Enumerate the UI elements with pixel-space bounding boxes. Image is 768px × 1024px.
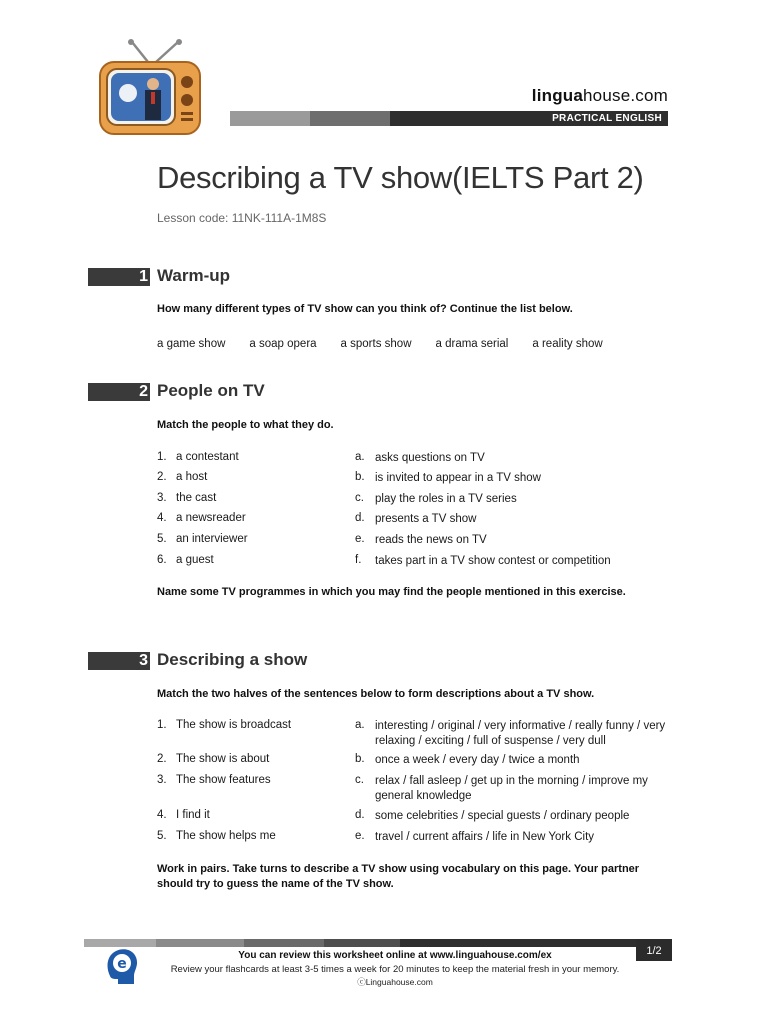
- section-2-instruction: Match the people to what they do.: [157, 419, 334, 431]
- list-item: a drama serial: [435, 338, 509, 350]
- brand-name: linguahouse.com: [531, 86, 668, 105]
- section-3-followup: Work in pairs. Take turns to describe a TV show using vocabulary on this page. Your partner should try to guess the name of the TV show.: [157, 863, 640, 890]
- list-item: a reality show: [532, 338, 603, 350]
- section-2-number: 2: [88, 383, 150, 401]
- section-1-instruction: How many different types of TV show can you think of? Continue the list below.: [157, 303, 573, 315]
- list-item: a game show: [157, 338, 226, 350]
- section-2-title: People on TV: [157, 381, 265, 400]
- svg-text:e: e: [117, 956, 127, 972]
- footer-flashcards-tip: Review your flashcards at least 3-5 times a week for 20 minutes to keep the material fresh in your memory.: [170, 964, 620, 975]
- section-1-title: Warm-up: [157, 266, 231, 285]
- page-title: Describing a TV show(IELTS Part 2): [157, 160, 644, 195]
- tv-show-types-list: [157, 338, 627, 350]
- list-item: a soap opera: [249, 338, 317, 350]
- section-3-title: Describing a show: [157, 650, 308, 669]
- e-learning-head-icon: [104, 946, 140, 986]
- footer-review-online: You can review this worksheet online at www.linguahouse.com/ex: [238, 950, 552, 961]
- page-number: 1/2: [636, 939, 672, 961]
- footer-bar: [84, 939, 672, 947]
- tv-logo-icon: [98, 38, 202, 138]
- tagline: PRACTICAL ENGLISH: [552, 113, 662, 124]
- lesson-code: Lesson code: 11NK-111A-1M8S: [157, 211, 327, 225]
- section-3-instruction: Match the two halves of the sentences below to form descriptions about a TV show.: [157, 688, 595, 700]
- list-item: a sports show: [340, 338, 412, 350]
- section-1-number: 1: [88, 268, 150, 286]
- header-bar: [230, 111, 668, 126]
- section-2-followup: Name some TV programmes in which you may find the people mentioned in this exercise.: [157, 586, 626, 598]
- footer-copyright: ⓒLinguahouse.com: [357, 977, 433, 987]
- section-3-number: 3: [88, 652, 150, 670]
